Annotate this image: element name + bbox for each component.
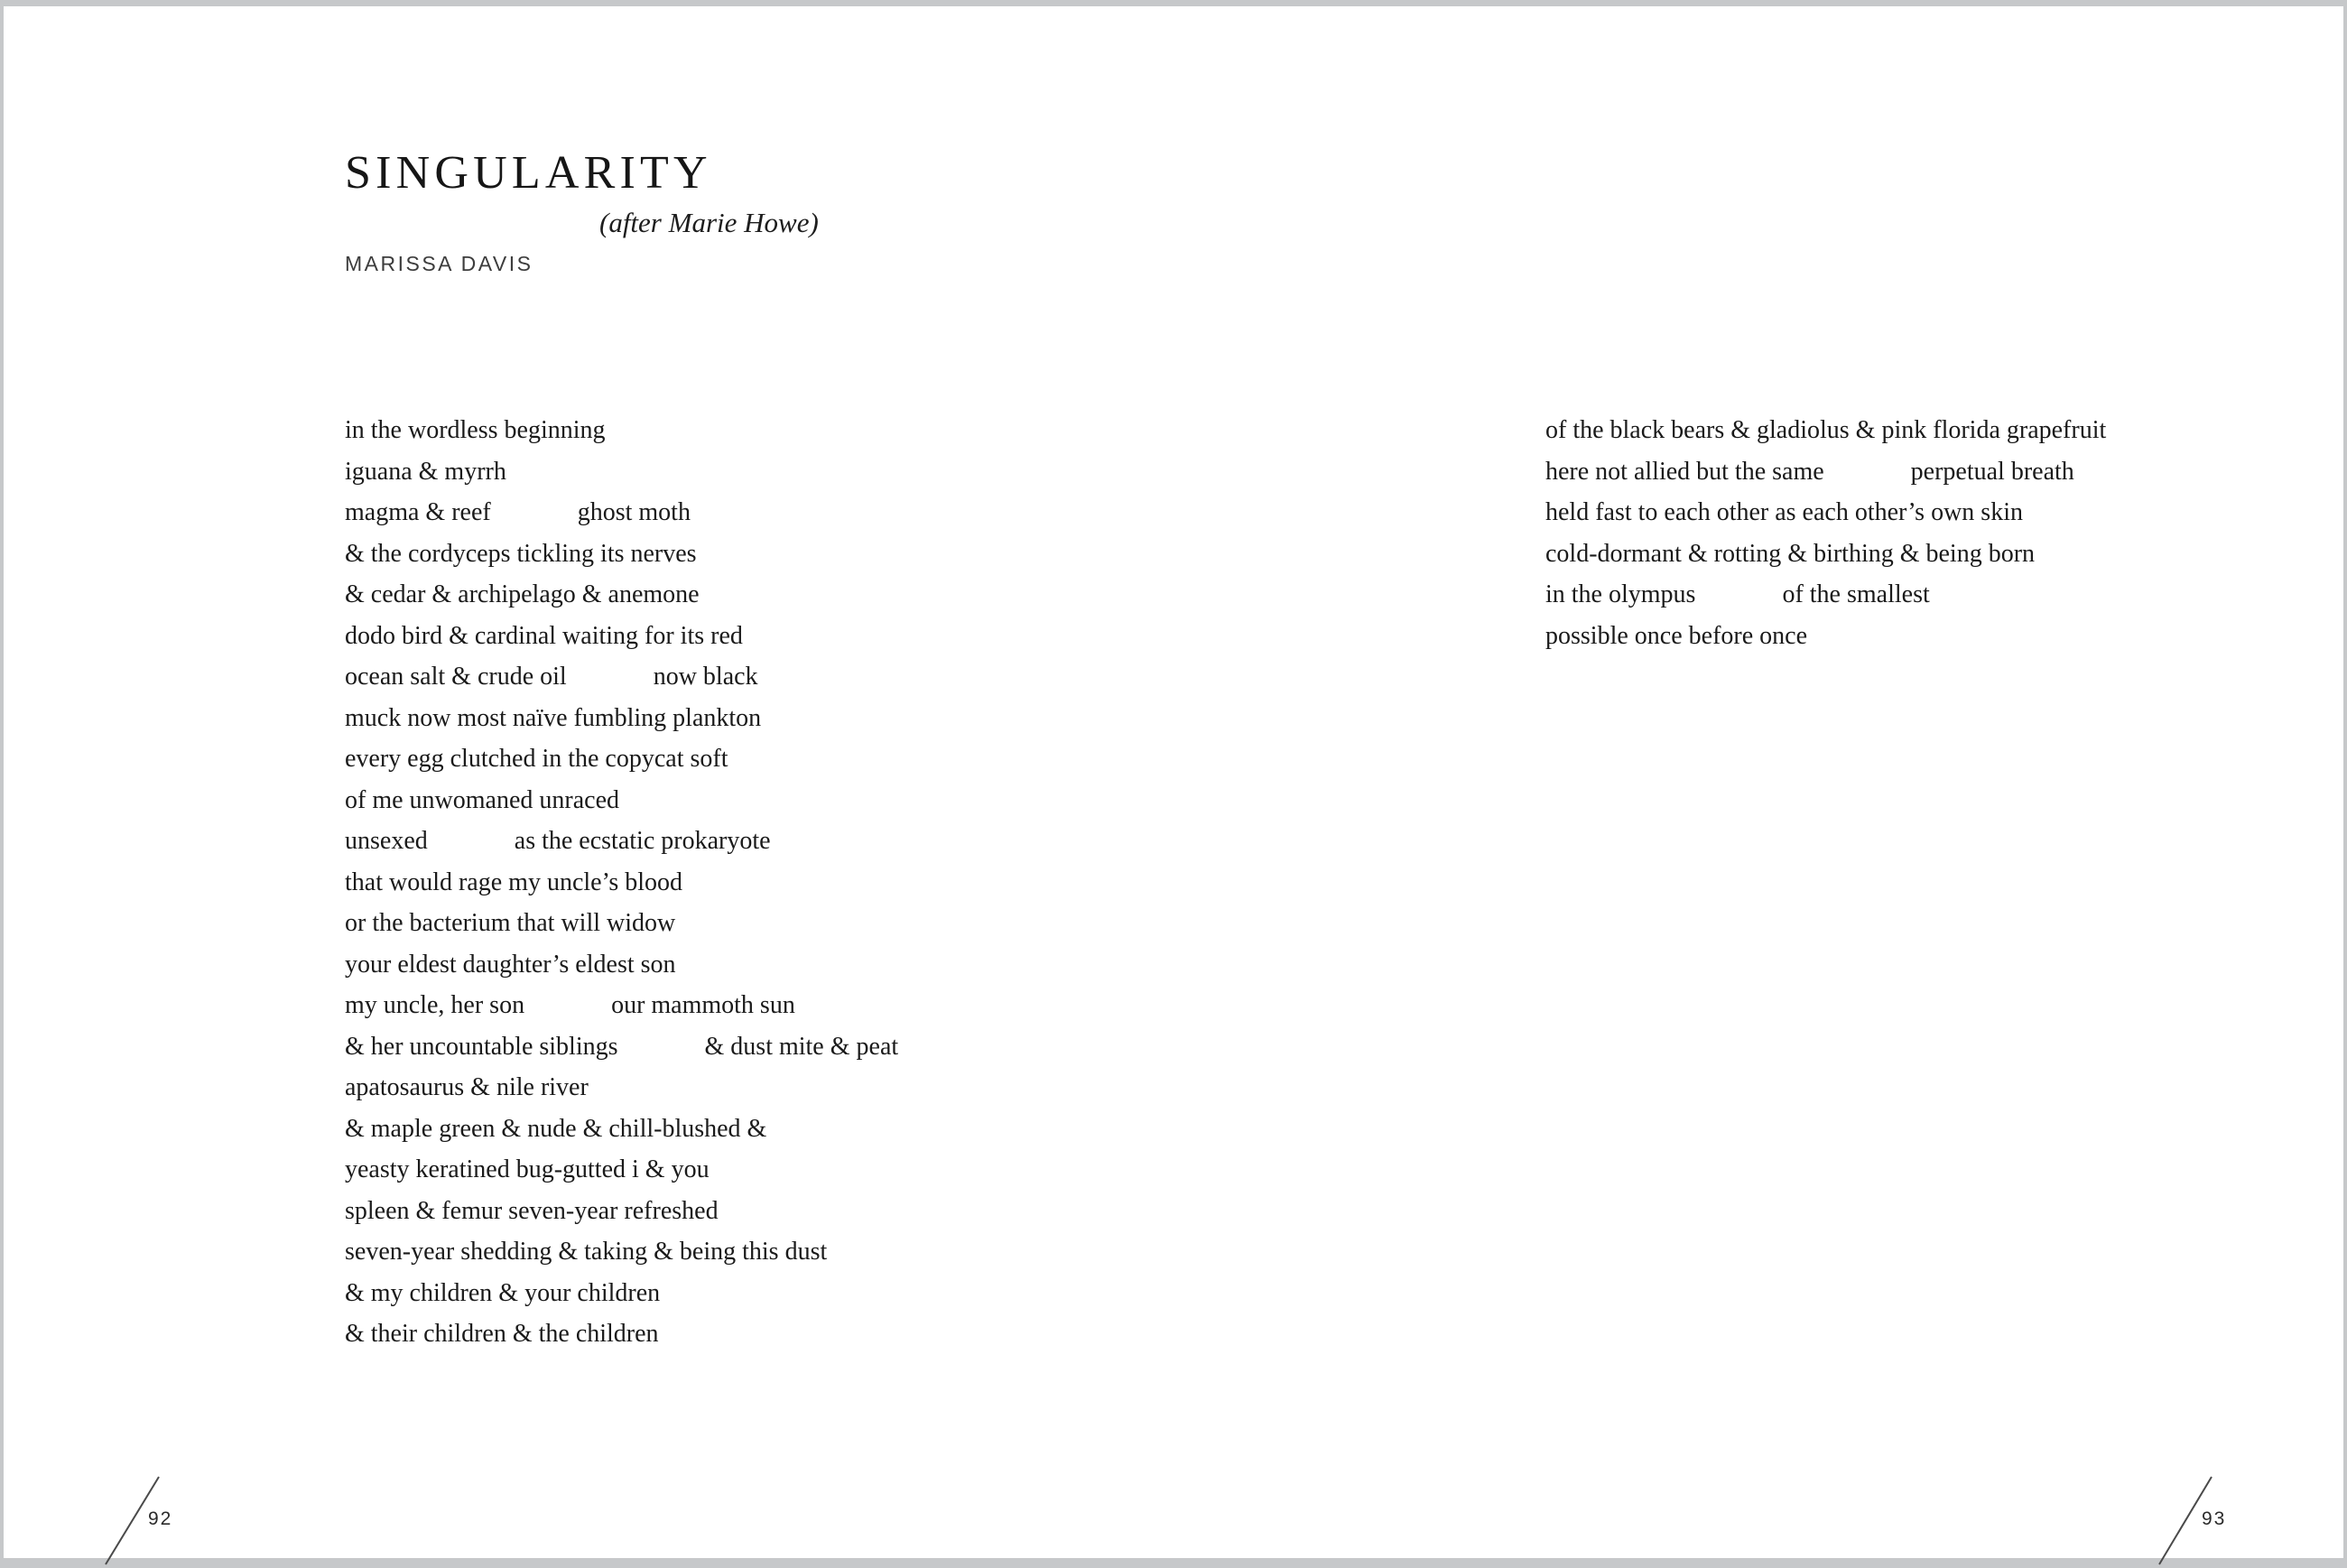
folio-left xyxy=(97,1471,183,1568)
poem-line xyxy=(345,1313,898,1355)
poem-text-segment: of the smallest xyxy=(1782,580,1930,608)
poem-line xyxy=(345,616,898,657)
poem-text-segment: in the olympus xyxy=(1545,580,1696,608)
poem-line xyxy=(345,944,898,986)
poem-text-segment: cold-dormant & rotting & birthing & being born xyxy=(1545,539,2036,568)
poem-text-segment: here not allied but the same xyxy=(1545,457,1824,486)
poem-text-segment: perpetual breath xyxy=(1910,457,2074,486)
page-number-left: 92 xyxy=(148,1508,173,1529)
poem-text-segment: iguana & myrrh xyxy=(345,457,506,486)
poem-line xyxy=(1545,410,2106,451)
poem-line xyxy=(345,1026,898,1068)
folio-right xyxy=(2151,1471,2237,1568)
poem-line xyxy=(345,985,898,1026)
poem-text-segment: of the black bears & gladiolus & pink florida grapefruit xyxy=(1545,416,2107,444)
poem-text-segment: magma & reef xyxy=(345,498,491,526)
poem-text-segment: every egg clutched in the copycat soft xyxy=(345,745,728,773)
book-spread xyxy=(4,6,2343,1558)
poem-title: SINGULARITY xyxy=(345,147,712,199)
poem-text-segment: unsexed xyxy=(345,827,428,855)
poem-text-segment: or the bacterium that will widow xyxy=(345,909,676,937)
poem-author-byline: MARISSA DAVIS xyxy=(345,252,533,275)
poem-line xyxy=(345,821,898,862)
poem-line xyxy=(345,1191,898,1232)
poem-line xyxy=(345,903,898,944)
poem-text-segment: yeasty keratined bug-gutted i & you xyxy=(345,1155,710,1183)
poem-text-segment: ocean salt & crude oil xyxy=(345,663,567,691)
poem-text-segment: in the wordless beginning xyxy=(345,416,606,444)
poem-line xyxy=(345,656,898,698)
poem-line xyxy=(1545,451,2106,493)
poem-text-segment: held fast to each other as each other’s own skin xyxy=(1545,498,2023,526)
poem-line xyxy=(345,738,898,780)
poem-line xyxy=(1545,574,2106,616)
poem-line xyxy=(345,1149,898,1191)
poem-line xyxy=(1545,533,2106,575)
poem-text-segment: & maple green & nude & chill-blushed & xyxy=(345,1114,767,1143)
poem-line xyxy=(345,1109,898,1150)
poem-line xyxy=(345,862,898,904)
poem-text-segment: apatosaurus & nile river xyxy=(345,1073,589,1101)
poem-text-segment: that would rage my uncle’s blood xyxy=(345,868,683,896)
poem-line xyxy=(345,780,898,821)
poem-line xyxy=(1545,616,2106,657)
poem-line xyxy=(345,533,898,575)
poem-line xyxy=(345,574,898,616)
poem-text-segment: our mammoth sun xyxy=(611,991,795,1019)
poem-text-segment: possible once before once xyxy=(1545,621,1807,650)
poem-left-column xyxy=(345,410,898,1355)
poem-text-segment: & their children & the children xyxy=(345,1320,659,1348)
poem-line xyxy=(1545,492,2106,533)
poem-text-segment: seven-year shedding & taking & being this dust xyxy=(345,1238,828,1266)
poem-text-segment: of me unwomaned unraced xyxy=(345,785,619,814)
poem-text-segment: as the ecstatic prokaryote xyxy=(514,827,771,855)
poem-line xyxy=(345,410,898,451)
poem-text-segment: & her uncountable siblings xyxy=(345,1032,618,1061)
poem-line xyxy=(345,1231,898,1273)
poem-text-segment: dodo bird & cardinal waiting for its red xyxy=(345,621,743,650)
poem-text-segment: & the cordyceps tickling its nerves xyxy=(345,539,697,568)
poem-line xyxy=(345,698,898,739)
page-number-right: 93 xyxy=(2202,1508,2227,1529)
poem-line xyxy=(345,1067,898,1109)
poem-line xyxy=(345,492,898,533)
poem-text-segment: & cedar & archipelago & anemone xyxy=(345,580,700,608)
poem-text-segment: my uncle, her son xyxy=(345,991,525,1019)
poem-text-segment: & dust mite & peat xyxy=(704,1032,899,1061)
poem-text-segment: now black xyxy=(653,663,758,691)
poem-text-segment: muck now most naïve fumbling plankton xyxy=(345,703,762,732)
poem-text-segment: your eldest daughter’s eldest son xyxy=(345,950,676,979)
poem-line xyxy=(345,1273,898,1314)
poem-text-segment: ghost moth xyxy=(577,498,691,526)
poem-text-segment: & my children & your children xyxy=(345,1278,661,1307)
poem-right-column xyxy=(1545,410,2106,656)
poem-line xyxy=(345,451,898,493)
poem-text-segment: spleen & femur seven-year refreshed xyxy=(345,1196,719,1225)
poem-attribution: (after Marie Howe) xyxy=(599,207,819,238)
